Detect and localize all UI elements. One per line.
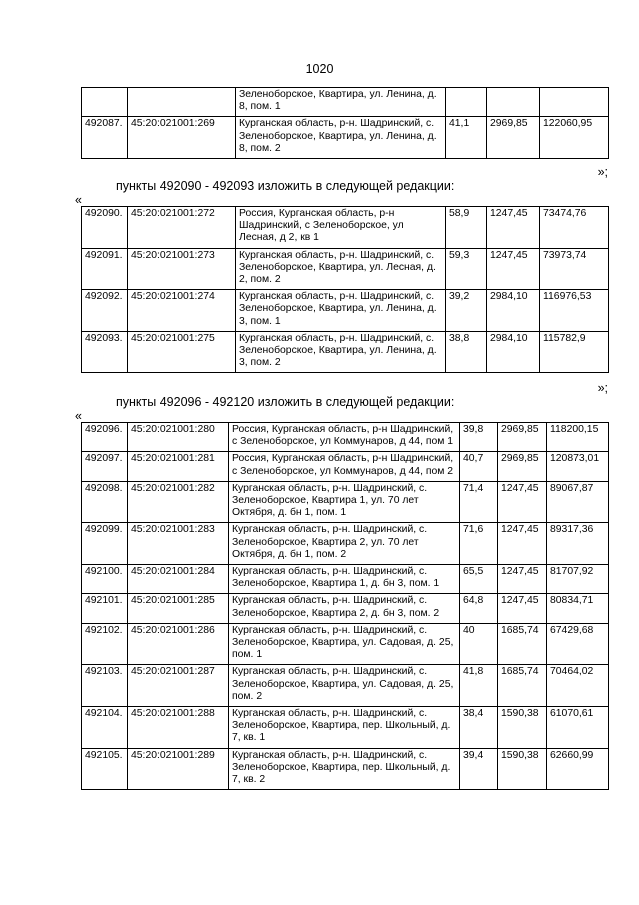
cell-value: 122060,95 xyxy=(540,117,609,159)
cell-num: 492092. xyxy=(82,290,128,332)
cell-code: 45:20:021001:280 xyxy=(128,423,229,452)
cell-address: Курганская область, р-н. Шадринский, с. Зеленоборское, Квартира, пер. Школьный, д. 7, кв. 2 xyxy=(229,748,460,790)
cell-num: 492087. xyxy=(82,117,128,159)
cell-code: 45:20:021001:285 xyxy=(128,594,229,623)
cell-area: 58,9 xyxy=(446,207,487,249)
cell-address: Курганская область, р-н. Шадринский, с. Зеленоборское, Квартира, ул. Ленина, д. 3, пом. 1 xyxy=(236,290,446,332)
cell-num xyxy=(82,88,128,117)
cell-address: Курганская область, р-н. Шадринский, с. Зеленоборское, Квартира 1, д. бн 3, пом. 1 xyxy=(229,565,460,594)
table-row xyxy=(82,665,609,707)
cell-rate: 1247,45 xyxy=(498,523,547,565)
cell-code: 45:20:021001:287 xyxy=(128,665,229,707)
cell-area: 39,8 xyxy=(460,423,498,452)
cell-value: 80834,71 xyxy=(547,594,609,623)
cell-value: 70464,02 xyxy=(547,665,609,707)
cell-num: 492099. xyxy=(82,523,128,565)
cell-area: 39,4 xyxy=(460,748,498,790)
cell-address: Курганская область, р-н. Шадринский, с. Зеленоборское, Квартира, пер. Школьный, д. 7, кв. 1 xyxy=(229,707,460,749)
cell-rate: 1590,38 xyxy=(498,707,547,749)
cell-code: 45:20:021001:286 xyxy=(128,623,229,665)
cell-code xyxy=(128,88,236,117)
cell-num: 492091. xyxy=(82,248,128,290)
cell-rate: 2984,10 xyxy=(487,290,540,332)
table-row xyxy=(82,565,609,594)
table-row xyxy=(82,88,609,117)
table-row xyxy=(82,248,609,290)
cell-address: Курганская область, р-н. Шадринский, с. Зеленоборское, Квартира, ул. Садовая, д. 25, пом. 2 xyxy=(229,665,460,707)
cell-value: 120873,01 xyxy=(547,452,609,481)
cell-value: 61070,61 xyxy=(547,707,609,749)
cell-rate: 2969,85 xyxy=(498,423,547,452)
cell-area: 71,4 xyxy=(460,481,498,523)
cell-rate: 1247,45 xyxy=(487,207,540,249)
cell-num: 492093. xyxy=(82,331,128,373)
table-row xyxy=(82,331,609,373)
cell-value: 89317,36 xyxy=(547,523,609,565)
cell-value: 67429,68 xyxy=(547,623,609,665)
cell-rate: 1590,38 xyxy=(498,748,547,790)
cell-value: 81707,92 xyxy=(547,565,609,594)
table-row xyxy=(82,594,609,623)
cell-value xyxy=(540,88,609,117)
table-amended-492090 xyxy=(81,206,609,373)
table-row xyxy=(82,748,609,790)
table-row xyxy=(82,707,609,749)
cell-code: 45:20:021001:272 xyxy=(128,207,236,249)
cell-area: 41,8 xyxy=(460,665,498,707)
cell-num: 492096. xyxy=(82,423,128,452)
opening-quote-mark: « xyxy=(75,409,82,423)
cell-address: Курганская область, р-н. Шадринский, с. Зеленоборское, Квартира, ул. Ленина, д. 8, пом. 2 xyxy=(236,117,446,159)
cell-value: 116976,53 xyxy=(540,290,609,332)
table-row xyxy=(82,207,609,249)
cell-address: Россия, Курганская область, р-н Шадринский, с Зеленоборское, ул Коммунаров, д 44, пом 2 xyxy=(229,452,460,481)
cell-area: 64,8 xyxy=(460,594,498,623)
cell-area: 40,7 xyxy=(460,452,498,481)
cell-value: 89067,87 xyxy=(547,481,609,523)
opening-quote-mark: « xyxy=(75,193,82,207)
cell-num: 492103. xyxy=(82,665,128,707)
cell-area: 38,8 xyxy=(446,331,487,373)
cell-code: 45:20:021001:274 xyxy=(128,290,236,332)
cell-code: 45:20:021001:288 xyxy=(128,707,229,749)
cell-value: 62660,99 xyxy=(547,748,609,790)
cell-rate xyxy=(487,88,540,117)
table-row xyxy=(82,623,609,665)
cell-rate: 1247,45 xyxy=(498,594,547,623)
cell-rate: 2969,85 xyxy=(498,452,547,481)
cell-area: 41,1 xyxy=(446,117,487,159)
cell-value: 115782,9 xyxy=(540,331,609,373)
cell-rate: 1247,45 xyxy=(498,565,547,594)
cell-address: Курганская область, р-н. Шадринский, с. Зеленоборское, Квартира 1, ул. 70 лет Октября, д. бн 1, пом. 1 xyxy=(229,481,460,523)
cell-address: Курганская область, р-н. Шадринский, с. Зеленоборское, Квартира 2, д. бн 3, пом. 2 xyxy=(229,594,460,623)
table-row xyxy=(82,290,609,332)
table-continuation xyxy=(81,87,609,159)
cell-code: 45:20:021001:281 xyxy=(128,452,229,481)
cell-address: Россия, Курганская область, р-н Шадринский, с Зеленоборское, ул Коммунаров, д 44, пом 1 xyxy=(229,423,460,452)
cell-code: 45:20:021001:275 xyxy=(128,331,236,373)
closing-quote-mark: »; xyxy=(597,165,608,179)
cell-address: Курганская область, р-н. Шадринский, с. Зеленоборское, Квартира 2, ул. 70 лет Октября, д. бн 1, пом. 2 xyxy=(229,523,460,565)
cell-num: 492101. xyxy=(82,594,128,623)
amendment-paragraph: пункты 492090 - 492093 изложить в следующей редакции: xyxy=(116,179,455,193)
table-row xyxy=(82,117,609,159)
table-row xyxy=(82,481,609,523)
cell-num: 492102. xyxy=(82,623,128,665)
cell-num: 492100. xyxy=(82,565,128,594)
closing-quote-mark: »; xyxy=(597,381,608,395)
cell-num: 492090. xyxy=(82,207,128,249)
cell-code: 45:20:021001:273 xyxy=(128,248,236,290)
cell-area: 71,6 xyxy=(460,523,498,565)
cell-rate: 1247,45 xyxy=(498,481,547,523)
table-amended-492096 xyxy=(81,422,609,790)
cell-value: 73474,76 xyxy=(540,207,609,249)
table-row xyxy=(82,452,609,481)
cell-area xyxy=(446,88,487,117)
cell-rate: 1685,74 xyxy=(498,623,547,665)
cell-code: 45:20:021001:284 xyxy=(128,565,229,594)
cell-address: Курганская область, р-н. Шадринский, с. Зеленоборское, Квартира, ул. Ленина, д. 3, пом. 2 xyxy=(236,331,446,373)
cell-rate: 1247,45 xyxy=(487,248,540,290)
cell-area: 59,3 xyxy=(446,248,487,290)
cell-address: Курганская область, р-н. Шадринский, с. Зеленоборское, Квартира, ул. Лесная, д. 2, пом. 2 xyxy=(236,248,446,290)
cell-address: Зеленоборское, Квартира, ул. Ленина, д. 8, пом. 1 xyxy=(236,88,446,117)
cell-code: 45:20:021001:289 xyxy=(128,748,229,790)
cell-num: 492104. xyxy=(82,707,128,749)
cell-value: 73973,74 xyxy=(540,248,609,290)
cell-code: 45:20:021001:283 xyxy=(128,523,229,565)
cell-num: 492098. xyxy=(82,481,128,523)
cell-num: 492105. xyxy=(82,748,128,790)
cell-area: 65,5 xyxy=(460,565,498,594)
table-row xyxy=(82,423,609,452)
cell-area: 40 xyxy=(460,623,498,665)
cell-rate: 2969,85 xyxy=(487,117,540,159)
cell-rate: 1685,74 xyxy=(498,665,547,707)
table-row xyxy=(82,523,609,565)
cell-code: 45:20:021001:269 xyxy=(128,117,236,159)
cell-address: Курганская область, р-н. Шадринский, с. Зеленоборское, Квартира, ул. Садовая, д. 25, пом. 1 xyxy=(229,623,460,665)
amendment-paragraph: пункты 492096 - 492120 изложить в следующей редакции: xyxy=(116,395,455,409)
page-number: 1020 xyxy=(305,62,334,76)
cell-value: 118200,15 xyxy=(547,423,609,452)
cell-rate: 2984,10 xyxy=(487,331,540,373)
cell-address: Россия, Курганская область, р-н Шадринский, с Зеленоборское, ул Лесная, д 2, кв 1 xyxy=(236,207,446,249)
cell-num: 492097. xyxy=(82,452,128,481)
cell-area: 39,2 xyxy=(446,290,487,332)
cell-code: 45:20:021001:282 xyxy=(128,481,229,523)
cell-area: 38,4 xyxy=(460,707,498,749)
